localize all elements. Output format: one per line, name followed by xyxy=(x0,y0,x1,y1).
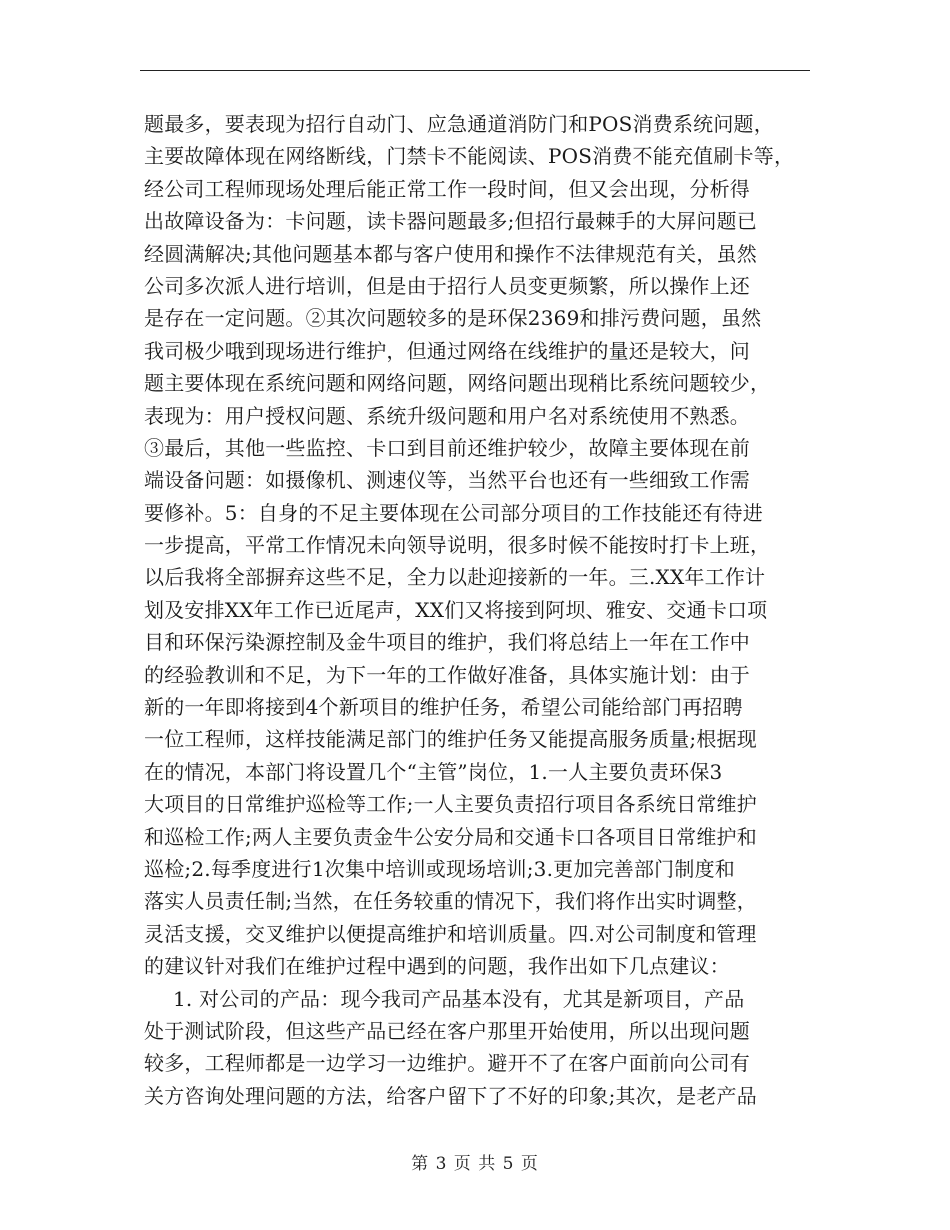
text-line: 的建议针对我们在维护过程中遇到的问题，我作出如下几点建议： xyxy=(144,954,730,979)
text-line: 关方咨询处理问题的方法，给客户留下了不好的印象;其次，是老产品 xyxy=(144,1083,757,1108)
text-line: 题最多，要表现为招行自动门、应急通道消防门和POS消费系统问题， xyxy=(144,112,774,136)
text-line: 我司极少哦到现场进行维护，但通过网络在线维护的量还是较大，问 xyxy=(144,338,750,363)
text-line: 大项目的日常维护巡检等工作;一人主要负责招行项目各系统日常维护 xyxy=(144,792,757,817)
text-line: ③最后，其他一些监控、卡口到目前还维护较少，故障主要体现在前 xyxy=(144,435,750,460)
text-line: 以后我将全部摒弃这些不足，全力以赴迎接新的一年。三.XX年工作计 xyxy=(144,565,766,590)
text-line: 灵活支援，交叉维护以便提高维护和培训质量。四.对公司制度和管理 xyxy=(144,921,757,946)
text-line: 端设备问题：如摄像机、测速仪等，当然平台也还有一些细致工作需 xyxy=(144,468,750,493)
header-rule xyxy=(140,70,810,71)
text-line: 表现为：用户授权问题、系统升级问题和用户名对系统使用不熟悉。 xyxy=(144,403,750,428)
text-line: 主要故障体现在网络断线，门禁卡不能阅读、POS消费不能充值刷卡等， xyxy=(144,144,795,169)
document-body xyxy=(144,108,824,1112)
text-line: 要修补。5：自身的不足主要体现在公司部分项目的工作技能还有待进 xyxy=(144,500,763,525)
list-item-text: 1. 对公司的产品：现今我司产品基本没有，尤其是新项目，产品 xyxy=(173,986,745,1011)
text-line: 划及安排XX年工作已近尾声，XX们又将接到阿坝、雅安、交通卡口项 xyxy=(144,597,768,622)
text-line: 一位工程师，这样技能满足部门的维护任务又能提高服务质量;根据现 xyxy=(144,727,757,752)
text-line: 在的情况，本部门将设置几个“主管”岗位，1.一人主要负责环保3 xyxy=(144,759,723,784)
text-line: 一步提高，平常工作情况未向领导说明，很多时候不能按时打卡上班， xyxy=(144,533,771,558)
page-number-footer: 第 3 页 共 5 页 xyxy=(411,1154,539,1174)
text-line: 的经验教训和不足，为下一年的工作做好准备，具体实施计划：由于 xyxy=(144,662,750,687)
text-line: 经公司工程师现场处理后能正常工作一段时间，但又会出现，分析得 xyxy=(144,176,750,201)
text-line: 巡检;2.每季度进行1次集中培训或现场培训;3.更加完善部门制度和 xyxy=(144,856,735,881)
text-line: 目和环保污染源控制及金牛项目的维护，我们将总结上一年在工作中 xyxy=(144,630,750,655)
text-line: 新的一年即将接到4个新项目的维护任务，希望公司能给部门再招聘 xyxy=(144,695,743,720)
text-line: 处于测试阶段，但这些产品已经在客户那里开始使用，所以出现问题 xyxy=(144,1018,750,1043)
text-line: 和巡检工作;两人主要负责金牛公安分局和交通卡口各项目日常维护和 xyxy=(144,824,757,849)
text-line: 题主要体现在系统问题和网络问题，网络问题出现稍比系统问题较少， xyxy=(144,371,771,396)
text-line: 公司多次派人进行培训，但是由于招行人员变更频繁，所以操作上还 xyxy=(144,273,750,298)
text-line: 落实人员责任制;当然，在任务较重的情况下，我们将作出实时调整， xyxy=(144,889,757,914)
text-line: 较多，工程师都是一边学习一边维护。避开不了在客户面前向公司有 xyxy=(144,1051,750,1076)
text-line: 是存在一定问题。②其次问题较多的是环保2369和排污费问题，虽然 xyxy=(144,306,762,331)
text-line: 出故障设备为：卡问题，读卡器问题最多;但招行最棘手的大屏问题已 xyxy=(144,209,757,234)
text-line: 经圆满解决;其他问题基本都与客户使用和操作不法律规范有关，虽然 xyxy=(144,241,757,266)
